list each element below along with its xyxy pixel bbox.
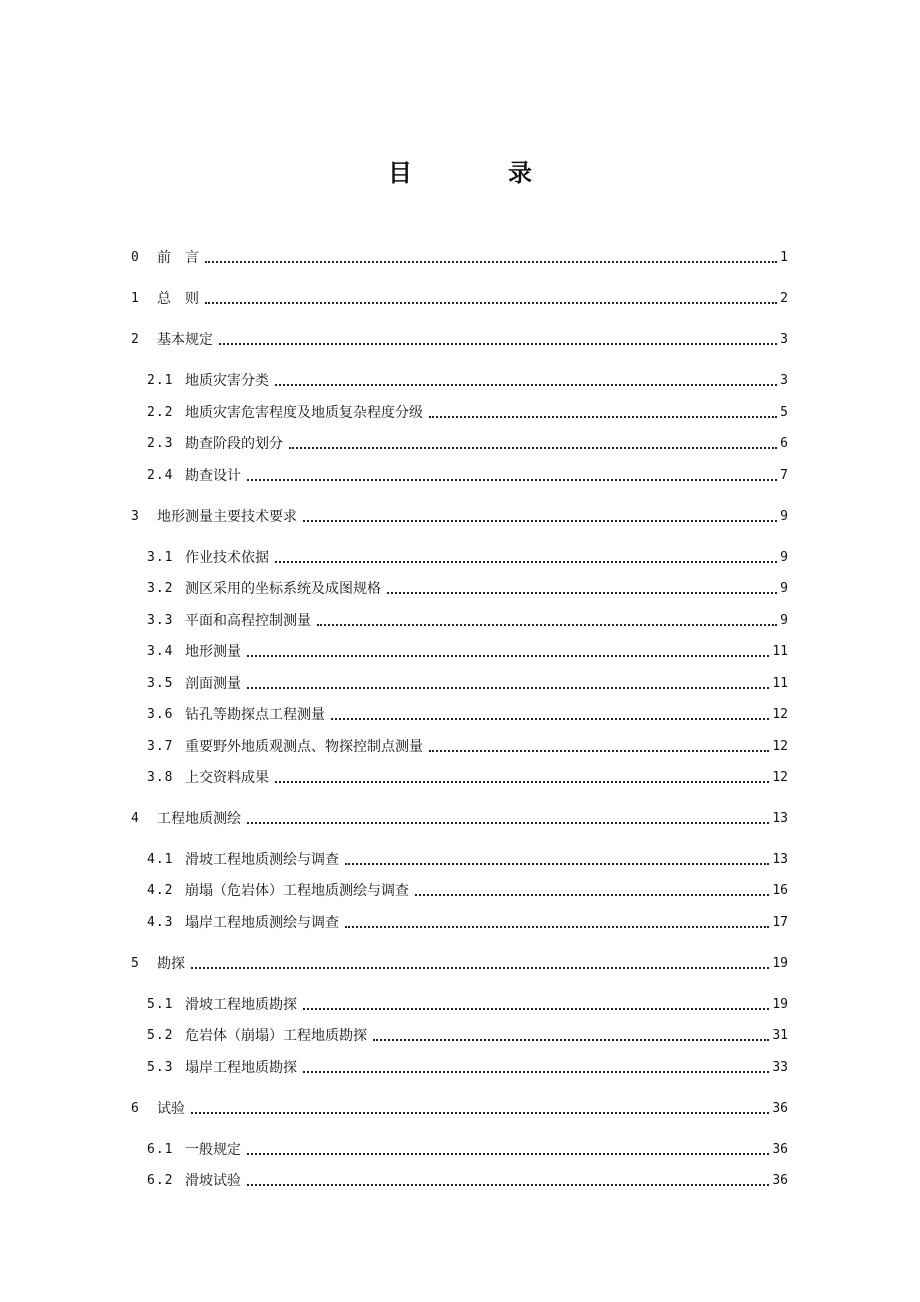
entry-number: 0 [131,250,140,265]
entry-title: 测区采用的坐标系统及成图规格 [185,581,381,597]
dot-leader [415,894,769,896]
entry-number: 2.4 [147,468,174,483]
dot-leader [219,343,777,345]
dot-leader [205,261,777,263]
entry-title: 勘查设计 [185,468,241,484]
entry-title: 工程地质测绘 [157,811,241,827]
entry-page-number: 13 [772,852,788,867]
dot-leader [345,863,769,865]
entry-page-number: 36 [772,1173,788,1188]
entry-page-number: 31 [772,1028,788,1043]
toc-entry[interactable] [147,400,788,422]
toc-entry[interactable] [147,1168,788,1190]
entry-page-number: 9 [780,613,788,628]
entry-number: 6.1 [147,1142,174,1157]
entry-page-number: 6 [780,436,788,451]
toc-entry[interactable] [147,847,788,869]
entry-title: 地形测量 [185,644,241,660]
toc-entry[interactable] [147,545,788,567]
entry-title: 塌岸工程地质测绘与调查 [185,915,339,931]
entry-page-number: 33 [772,1060,788,1075]
entry-page-number: 3 [780,373,788,388]
entry-title: 剖面测量 [185,676,241,692]
entry-title: 一般规定 [185,1142,241,1158]
entry-number: 5.1 [147,997,174,1012]
toc-entry[interactable] [147,734,788,756]
toc-entry[interactable] [131,951,788,973]
entry-number: 3.2 [147,581,174,596]
dot-leader [247,822,769,824]
entry-number: 3.5 [147,676,174,691]
entry-title: 地形测量主要技术要求 [157,509,297,525]
toc-entry[interactable] [147,671,788,693]
toc-entry[interactable] [147,765,788,787]
entry-title: 地质灾害危害程度及地质复杂程度分级 [185,405,423,421]
entry-page-number: 9 [780,509,788,524]
entry-title: 勘查阶段的划分 [185,436,283,452]
entry-title: 滑坡工程地质勘探 [185,997,297,1013]
entry-number: 2.2 [147,405,174,420]
entry-title: 试验 [157,1101,185,1117]
entry-page-number: 9 [780,581,788,596]
toc-entry[interactable] [147,463,788,485]
dot-leader [429,750,769,752]
entry-number: 2.1 [147,373,174,388]
entry-page-number: 19 [772,997,788,1012]
dot-leader [289,447,777,449]
toc-entry[interactable] [147,702,788,724]
entry-title: 地质灾害分类 [185,373,269,389]
entry-number: 4.3 [147,915,174,930]
toc-entry[interactable] [131,1096,788,1118]
entry-number: 3.8 [147,770,174,785]
entry-number: 4.1 [147,852,174,867]
entry-page-number: 3 [780,332,788,347]
entry-number: 3.6 [147,707,174,722]
dot-leader [387,592,777,594]
entry-title: 总 则 [157,291,199,307]
dot-leader [303,1008,769,1010]
toc-entry[interactable] [131,327,788,349]
dot-leader [331,718,769,720]
entry-number: 2.3 [147,436,174,451]
entry-number: 3.1 [147,550,174,565]
toc-entry[interactable] [147,431,788,453]
dot-leader [247,479,777,481]
page-title: 目 录 [388,159,568,187]
dot-leader [345,926,769,928]
entry-page-number: 36 [772,1101,788,1116]
entry-page-number: 12 [772,770,788,785]
toc-entry[interactable] [147,576,788,598]
entry-page-number: 7 [780,468,788,483]
dot-leader [275,384,777,386]
entry-page-number: 12 [772,707,788,722]
entry-page-number: 36 [772,1142,788,1157]
dot-leader [191,1112,769,1114]
dot-leader [247,687,769,689]
entry-title: 上交资料成果 [185,770,269,786]
toc-entry[interactable] [131,504,788,526]
entry-title: 作业技术依据 [185,550,269,566]
entry-page-number: 16 [772,883,788,898]
toc-entry[interactable] [147,368,788,390]
entry-title: 平面和高程控制测量 [185,613,311,629]
toc-entry[interactable] [147,1055,788,1077]
dot-leader [191,967,769,969]
entry-page-number: 13 [772,811,788,826]
toc-entry[interactable] [147,1137,788,1159]
toc-entry[interactable] [147,608,788,630]
toc-entry[interactable] [147,878,788,900]
toc-entry[interactable] [131,245,788,267]
entry-title: 危岩体（崩塌）工程地质勘探 [185,1028,367,1044]
entry-page-number: 11 [772,676,788,691]
entry-number: 4.2 [147,883,174,898]
dot-leader [303,520,777,522]
entry-page-number: 11 [772,644,788,659]
entry-title: 塌岸工程地质勘探 [185,1060,297,1076]
entry-number: 5 [131,956,140,971]
entry-number: 5.2 [147,1028,174,1043]
toc-entry[interactable] [147,1023,788,1045]
entry-page-number: 2 [780,291,788,306]
entry-title: 滑坡试验 [185,1173,241,1189]
dot-leader [247,1184,769,1186]
entry-page-number: 1 [780,250,788,265]
toc-entry[interactable] [147,992,788,1014]
entry-title: 重要野外地质观测点、物探控制点测量 [185,739,423,755]
toc-entry[interactable] [131,286,788,308]
entry-page-number: 5 [780,405,788,420]
entry-number: 3.4 [147,644,174,659]
entry-title: 钻孔等勘探点工程测量 [185,707,325,723]
entry-number: 2 [131,332,140,347]
entry-title: 勘探 [157,956,185,972]
dot-leader [275,561,777,563]
entry-number: 1 [131,291,140,306]
entry-page-number: 12 [772,739,788,754]
toc-entry[interactable] [131,806,788,828]
entry-number: 6 [131,1101,140,1116]
dot-leader [303,1071,769,1073]
entry-number: 3.3 [147,613,174,628]
dot-leader [317,624,777,626]
entry-page-number: 9 [780,550,788,565]
entry-title: 基本规定 [157,332,213,348]
dot-leader [275,781,769,783]
entry-number: 3 [131,509,140,524]
entry-page-number: 19 [772,956,788,971]
entry-title: 前 言 [157,250,199,266]
entry-number: 4 [131,811,140,826]
entry-page-number: 17 [772,915,788,930]
dot-leader [373,1039,769,1041]
dot-leader [247,655,769,657]
entry-number: 6.2 [147,1173,174,1188]
toc-entry[interactable] [147,639,788,661]
dot-leader [205,302,777,304]
dot-leader [429,416,777,418]
entry-number: 3.7 [147,739,174,754]
dot-leader [247,1153,769,1155]
entry-title: 滑坡工程地质测绘与调查 [185,852,339,868]
entry-number: 5.3 [147,1060,174,1075]
entry-title: 崩塌（危岩体）工程地质测绘与调查 [185,883,409,899]
toc-entry[interactable] [147,910,788,932]
